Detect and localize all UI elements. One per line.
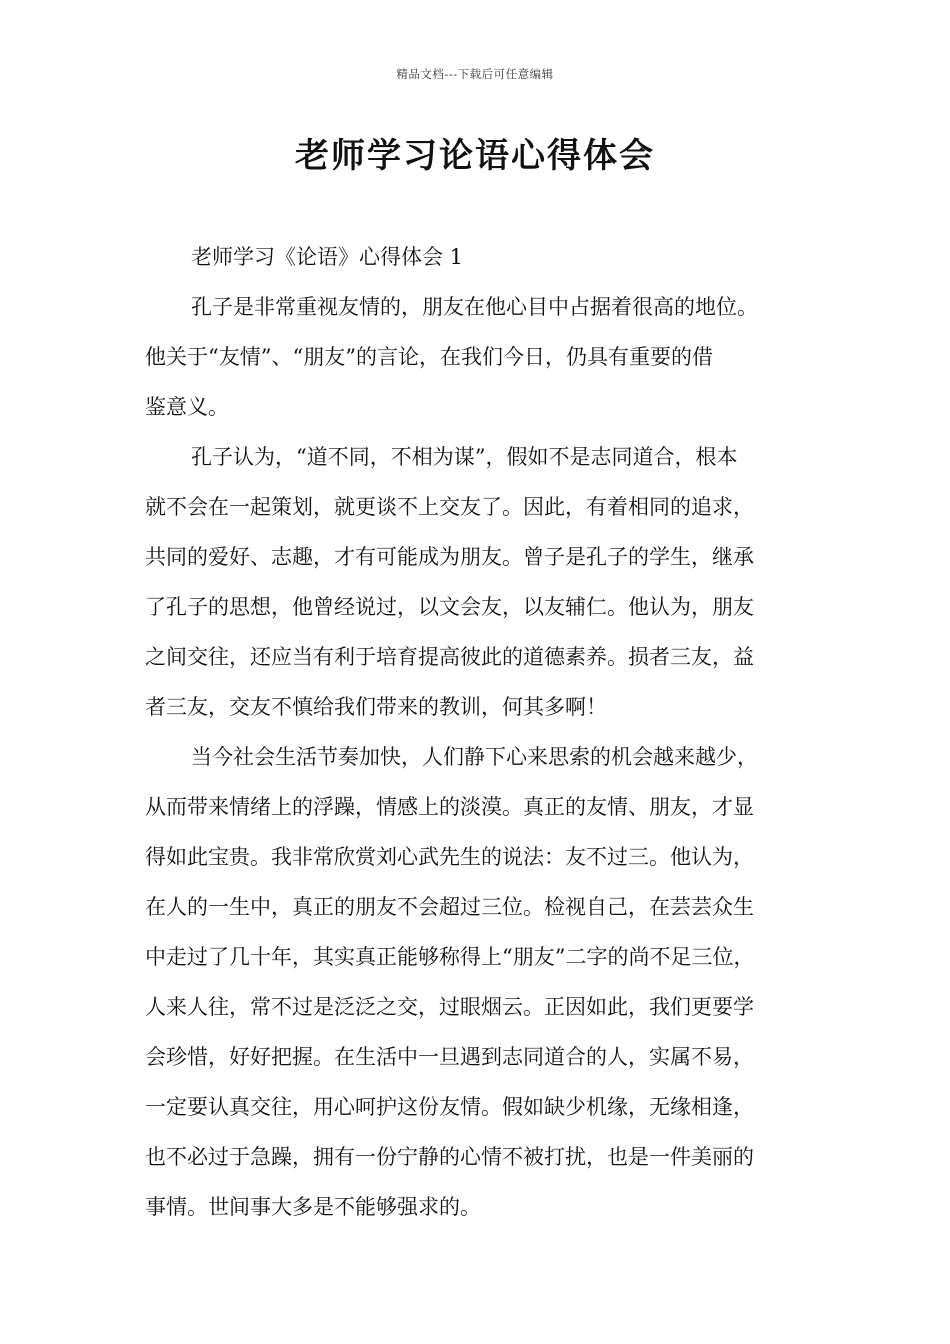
paragraph-line: 孔子认为，“道不同，不相为谋”，假如不是志同道合，根本	[191, 445, 738, 469]
paragraph-line: 中走过了几十年，其实真正能够称得上“朋友”二字的尚不足三位，	[145, 945, 755, 969]
paragraph-3	[145, 732, 835, 1232]
paragraph-line: 事情。世间事大多是不能够强求的。	[145, 1195, 481, 1219]
paragraph-line: 孔子是非常重视友情的，朋友在他心目中占据着很高的地位。	[191, 295, 758, 319]
paragraph-line: 就不会在一起策划，就更谈不上交友了。因此，有着相同的追求，	[145, 495, 754, 519]
paragraph-line: 当今社会生活节奏加快，人们静下心来思索的机会越来越少，	[191, 745, 758, 769]
paragraph-line: 共同的爱好、志趣，才有可能成为朋友。曾子是孔子的学生，继承	[145, 545, 754, 569]
document-body	[145, 232, 835, 1232]
paragraph-2	[145, 432, 835, 732]
paragraph-line: 人来人往，常不过是泛泛之交，过眼烟云。正因如此，我们更要学	[145, 995, 754, 1019]
paragraph-line: 鉴意义。	[145, 395, 229, 419]
paragraph-line: 在人的一生中，真正的朋友不会超过三位。检视自己，在芸芸众生	[145, 895, 754, 919]
paragraph-1	[145, 282, 835, 432]
paragraph-line: 之间交往，还应当有利于培育提高彼此的道德素养。损者三友，益	[145, 645, 754, 669]
paragraph-line: 也不必过于急躁，拥有一份宁静的心情不被打扰，也是一件美丽的	[145, 1145, 754, 1169]
header-note: 精品文档---下载后可任意编辑	[396, 67, 554, 81]
paragraph-line: 者三友，交友不慎给我们带来的教训，何其多啊！	[145, 695, 607, 719]
paragraph-line: 他关于“友情”、“朋友”的言论，在我们今日，仍具有重要的借	[145, 345, 713, 369]
paragraph-line: 从而带来情绪上的浮躁，情感上的淡漠。真正的友情、朋友，才显	[145, 795, 754, 819]
document-title: 老师学习论语心得体会	[295, 136, 655, 176]
paragraph-line: 得如此宝贵。我非常欣赏刘心武先生的说法：友不过三。他认为，	[145, 845, 754, 869]
section-subtitle: 老师学习《论语》心得体会 1	[191, 245, 464, 269]
paragraph-line: 了孔子的思想，他曾经说过，以文会友，以友辅仁。他认为，朋友	[145, 595, 754, 619]
paragraph-line: 会珍惜，好好把握。在生活中一旦遇到志同道合的人，实属不易，	[145, 1045, 754, 1069]
paragraph-line: 一定要认真交往，用心呵护这份友情。假如缺少机缘，无缘相逢，	[145, 1095, 754, 1119]
